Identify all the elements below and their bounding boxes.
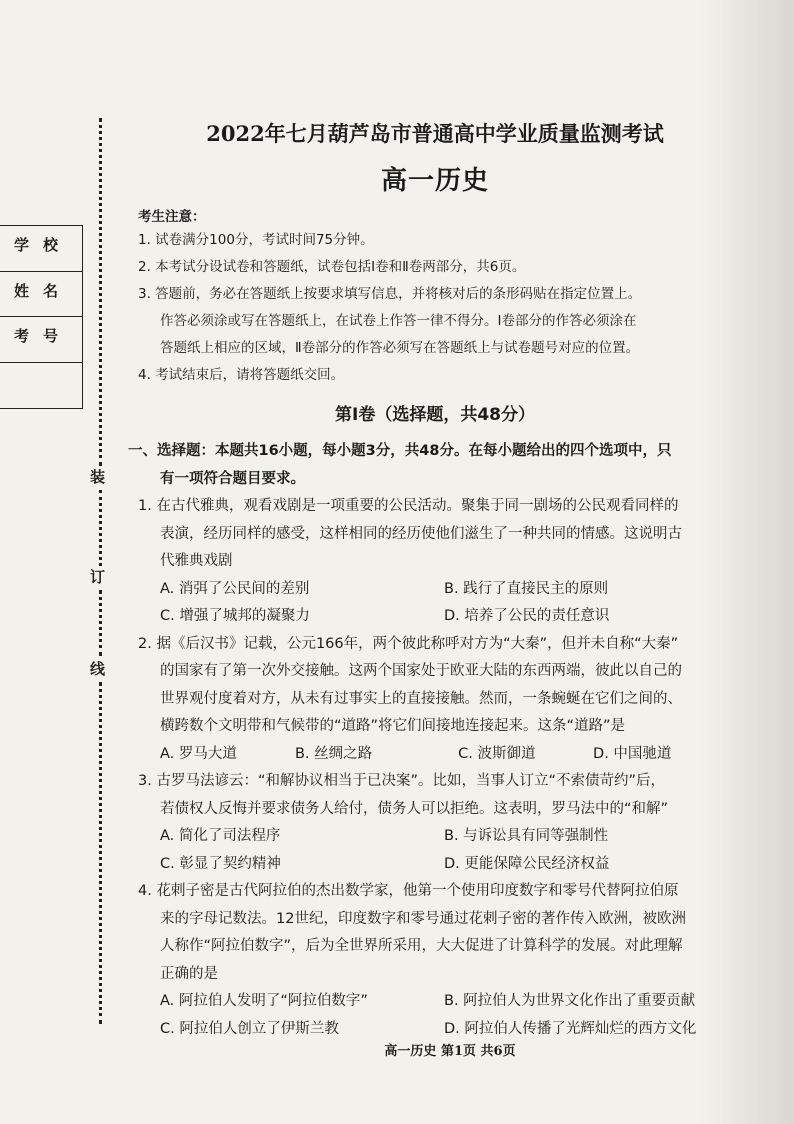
binding-dotted-line [99,682,102,1024]
option-d[interactable]: D. 培养了公民的责任意识 [444,608,610,624]
part1-title: 第Ⅰ卷（选择题，共48分） [335,405,535,425]
question-3-options [138,823,728,851]
option-d[interactable]: D. 中国驰道 [593,745,672,762]
question-1-stem: 代雅典戏剧 [160,553,233,569]
option-b[interactable]: B. 与诉讼具有同等强制性 [444,828,609,844]
question-block [128,438,728,1043]
question-2-stem: 的国家有了第一次外交接触。这两个国家处于欧亚大陆的东西两端，彼此以自己的 [160,663,682,679]
notice-line: 3. 答题前，务必在答题纸上按要求填写信息，并将核对后的条形码贴在指定位置上。 [138,286,642,302]
subject-title: 高一历史 [380,166,489,196]
name-label: 姓名 [14,281,73,300]
blank-field [0,363,82,409]
binding-dotted-line [99,490,102,566]
question-2-stem: 世界观付度着对方，从未有过事实上的直接接触。然而，一条蜿蜒在它们之间的、 [160,690,682,707]
option-b[interactable]: B. 践行了直接民主的原则 [444,580,609,597]
question-3-stem: 若债权人反悔并要求债务人给付，债务人可以拒绝。这表明，罗马法中的“和解” [160,800,669,817]
exam-number-label: 考号 [14,327,73,345]
notice-line: 2. 本考试分设试卷和答题纸，试卷包括Ⅰ卷和Ⅱ卷两部分，共6页。 [138,259,526,275]
question-1-options [138,603,728,631]
question-3-options [138,851,728,879]
section-instruction: 有一项符合题目要求。 [160,470,305,487]
page-footer: 高一历史 第1页 共6页 [384,1044,516,1059]
question-3-stem: 3. 古罗马法谚云：“和解协议相当于已决案”。比如，当事人订立“不索债苛约”后， [138,773,665,789]
notice-heading: 考生注意： [138,209,206,225]
exam-number-field[interactable] [0,317,82,363]
notice-line: 4. 考试结束后，请将答题纸交回。 [138,367,345,383]
exam-title: 2022年七月葫芦岛市普通高中学业质量监测考试 [206,121,664,146]
binding-char-ding: 订 [90,568,106,586]
exam-notice [138,205,728,389]
student-info-box [0,225,83,409]
notice-line: 1. 试卷满分100分，考试时间75分钟。 [138,232,374,248]
option-d[interactable]: D. 阿拉伯人传播了光辉灿烂的西方文化 [444,1020,697,1037]
question-4-stem: 来的字母记数法。12世纪，印度数字和零号通过花剌子密的著作传入欧洲，被欧洲 [160,910,686,927]
binding-char-zhuang: 装 [90,468,106,486]
question-4-stem: 正确的是 [160,965,218,982]
option-a[interactable]: A. 阿拉伯人发明了“阿拉伯数字” [160,993,368,1009]
school-label: 学校 [14,236,73,254]
binding-char-xian: 线 [90,660,106,678]
question-4-options [138,1016,728,1044]
name-field[interactable] [0,272,82,318]
option-c[interactable]: C. 增强了城邦的凝聚力 [160,608,310,624]
option-b[interactable]: B. 丝绸之路 [294,745,373,762]
question-2-stem: 横跨数个文明带和气候带的“道路”将它们间接地连接起来。这条“道路”是 [160,718,626,734]
option-c[interactable]: C. 阿拉伯人创立了伊斯兰教 [160,1020,339,1037]
option-c[interactable]: C. 彰显了契约精神 [160,855,281,872]
question-4-stem: 4. 花剌子密是古代阿拉伯的杰出数学家，他第一个使用印度数字和零号代替阿拉伯原 [138,883,679,899]
question-1-stem: 表演，经历同样的感受，这样相同的经历使他们滋生了一种共同的情感。这说明古 [160,525,682,542]
option-a[interactable]: A. 罗马大道 [160,745,237,762]
question-1-stem: 1. 在古代雅典，观看戏剧是一项重要的公民活动。聚集于同一剧场的公民观看同样的 [138,498,679,514]
option-c[interactable]: C. 波斯御道 [458,745,536,762]
binding-dotted-line [99,118,102,466]
school-field[interactable] [0,226,82,272]
binding-dotted-line [99,590,102,656]
option-a[interactable]: A. 简化了司法程序 [160,828,281,844]
question-2-stem: 2. 据《后汉书》记载，公元166年，两个彼此称呼对方为“大秦”，但并未自称“大秦” [138,635,679,652]
question-1-options [138,576,728,604]
question-4-options [138,988,728,1016]
notice-line: 作答必须涂或写在答题纸上，在试卷上作答一律不得分。Ⅰ卷部分的作答必须涂在 [160,313,637,329]
question-2-options [138,741,728,769]
option-d[interactable]: D. 更能保障公民经济权益 [444,855,610,872]
section-instruction: 一、选择题：本题共16小题，每小题3分，共48分。在每小题给出的四个选项中，只 [128,443,672,459]
option-a[interactable]: A. 消弭了公民间的差别 [160,580,310,597]
question-4-stem: 人称作“阿拉伯数字”，后为全世界所采用，大大促进了计算科学的发展。对此理解 [160,938,683,954]
option-b[interactable]: B. 阿拉伯人为世界文化作出了重要贡献 [444,993,696,1009]
notice-line: 答题纸上相应的区域，Ⅱ卷部分的作答必须写在答题纸上与试卷题号对应的位置。 [160,340,640,356]
